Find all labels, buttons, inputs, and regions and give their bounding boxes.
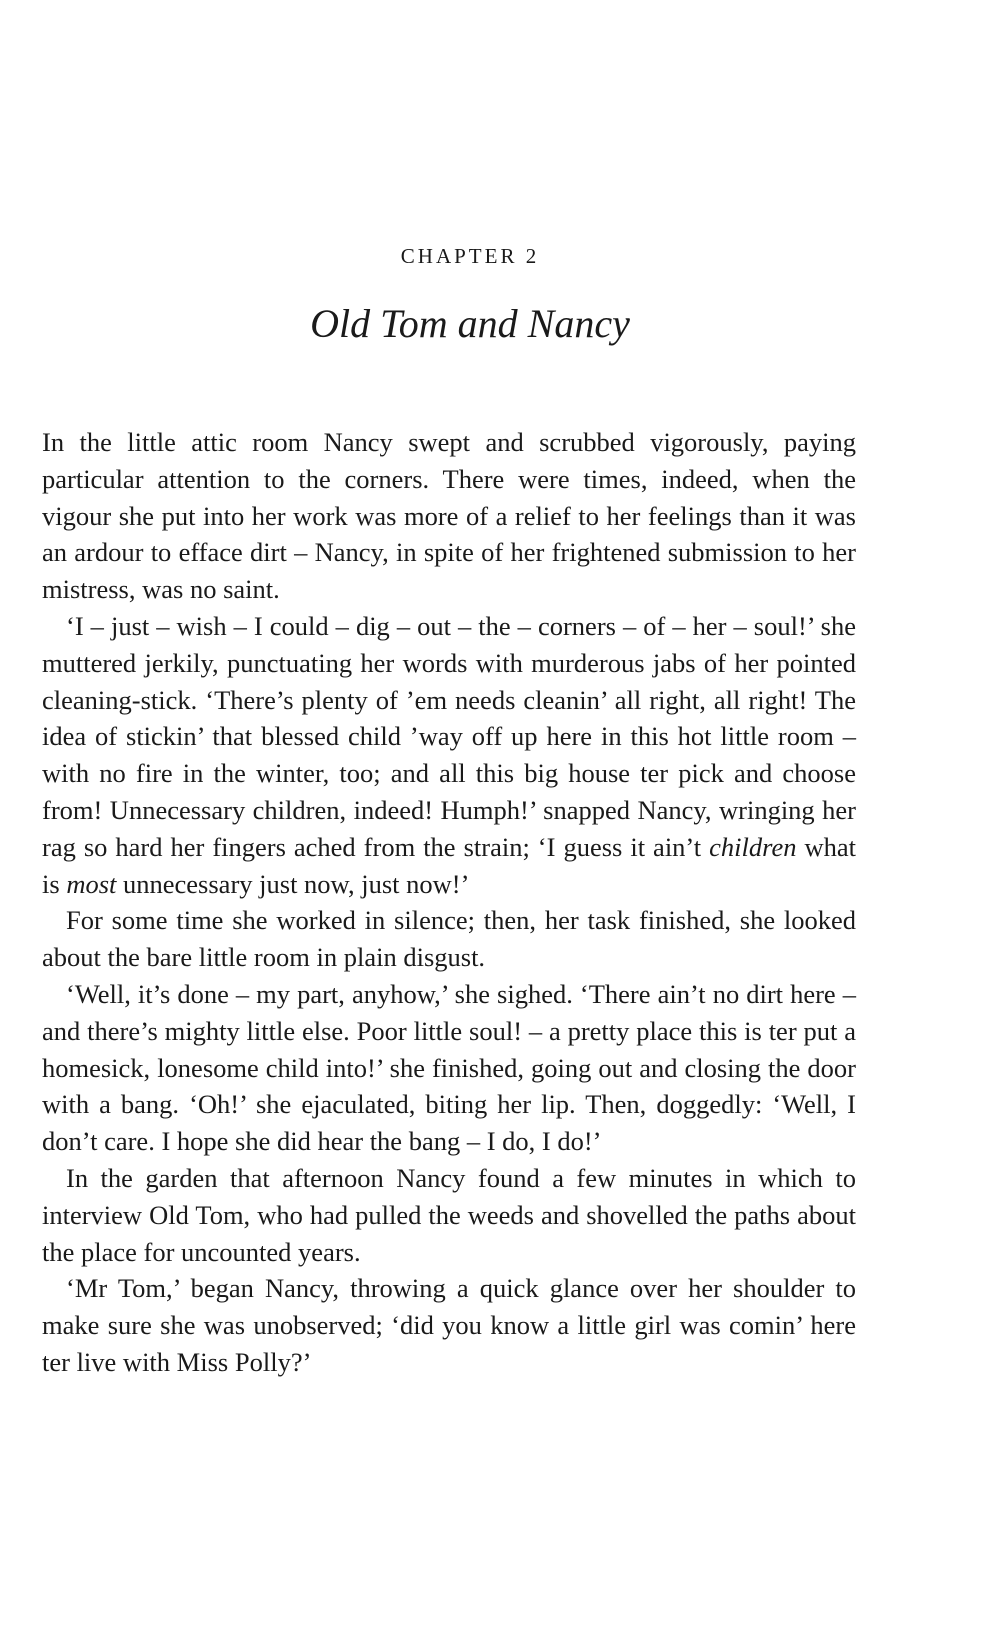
emphasis: children — [709, 831, 797, 862]
paragraph-text: unnecessary just now, just now!’ — [116, 868, 470, 899]
paragraph — [42, 1160, 856, 1270]
paragraph — [42, 1270, 856, 1380]
chapter-title: Old Tom and Nancy — [310, 301, 630, 346]
paragraph-text: In the little attic room Nancy swept and scrubbed vigorously, paying particular attention to the corners. There were times, indeed, when the vigour she put into her work was more of a relief to her feelings than it was an ardour to efface dirt – Nancy, in spite of her frightened submission to her mistress, was no saint. — [42, 427, 856, 605]
paragraph-text: For some time she worked in silence; then, her task finished, she looked about the bare little room in plain disgust. — [42, 905, 856, 973]
paragraph — [42, 608, 856, 902]
paragraph-text: In the garden that afternoon Nancy found a few minutes in which to interview Old Tom, who had pulled the weeds and shovelled the paths about the place for uncounted years. — [42, 1162, 856, 1267]
paragraph-text: ‘I – just – wish – I could – dig – out – the – corners – of – her – soul!’ she muttered jerkily, punctuating her words with murderous jabs of her pointed cleaning-stick. ‘There’s plenty of ’em needs cleanin’ all right, all right! The idea of stickin’ that blessed child ’way off up here in this hot little room – with no fire in the winter, too; and all this big house ter pick and choose from! Unnecessary children, indeed! Humph!’ snapped Nancy, wringing her rag so hard her fingers ached from the strain; ‘I guess it ain’t — [42, 610, 856, 862]
paragraph-text: ‘Mr Tom,’ began Nancy, throwing a quick glance over her shoulder to make sure she was unobserved; ‘did you know a little girl was comin’ here ter live with Miss Polly?’ — [42, 1273, 856, 1377]
paragraph — [42, 976, 856, 1160]
paragraph — [42, 902, 856, 976]
emphasis: most — [66, 868, 117, 899]
paragraph — [42, 424, 856, 608]
chapter-body — [42, 424, 856, 1381]
paragraph-text: what is — [42, 831, 856, 899]
chapter-number: CHAPTER 2 — [400, 244, 540, 268]
paragraph-text: ‘Well, it’s done – my part, anyhow,’ she sighed. ‘There ain’t no dirt here – and there’s mighty little else. Poor little soul! – a pretty place this is ter put a homesick, lonesome child into!’ she finished, going out and closing the door with a bang. ‘Oh!’ she ejaculated, biting her lip. Then, doggedly: ‘Well, I don’t care. I hope she did hear the bang – I do, I do!’ — [42, 978, 856, 1157]
